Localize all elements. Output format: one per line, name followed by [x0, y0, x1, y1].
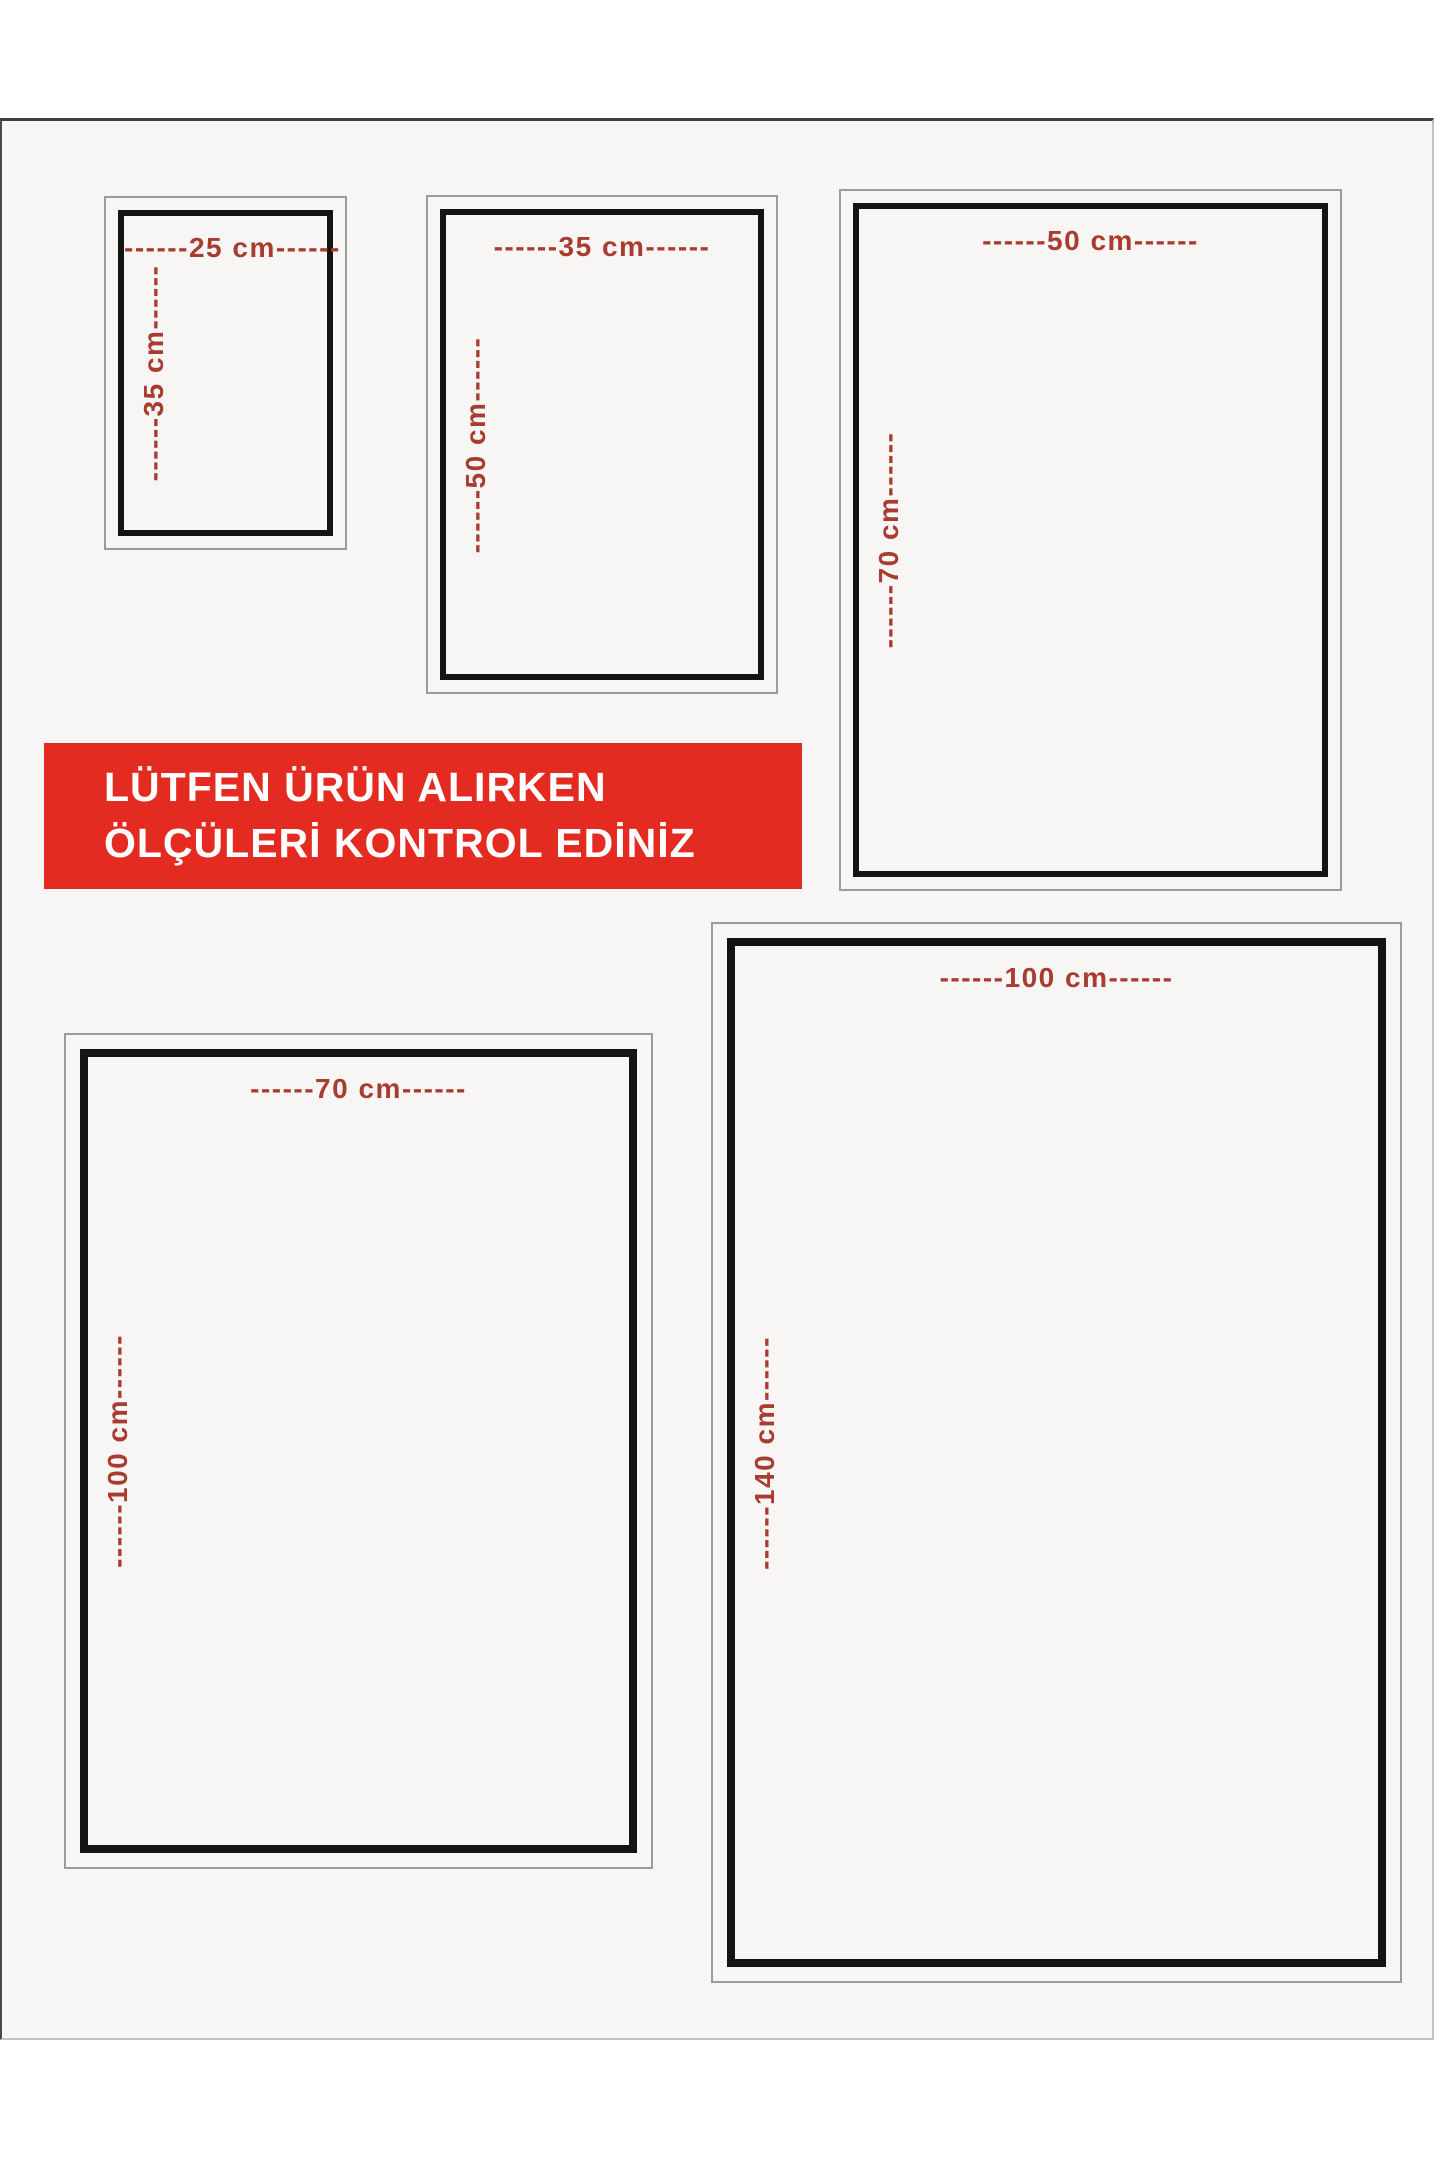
size-box-35x50 [426, 195, 778, 694]
size-frame-70x100 [80, 1049, 637, 1853]
size-box-25x35 [104, 196, 347, 550]
size-box-100x140 [711, 922, 1402, 1983]
width-dimension-label: ------70 cm------ [250, 1073, 467, 1104]
warning-banner-line1: LÜTFEN ÜRÜN ALIRKEN [104, 764, 607, 810]
size-box-50x70 [839, 189, 1342, 891]
size-frame-100x140 [727, 938, 1386, 1967]
width-dimension-label: ------35 cm------ [493, 231, 711, 262]
width-dimension-label: ------50 cm------ [982, 225, 1199, 256]
width-dimension-label: ------25 cm------ [124, 232, 341, 263]
chart-panel [0, 118, 1434, 2040]
height-dimension-label: ------70 cm------ [873, 431, 904, 649]
height-dimension-label: ------100 cm------ [102, 1334, 133, 1568]
height-dimension-label: ------50 cm------ [460, 336, 491, 553]
size-frame-25x35 [118, 210, 341, 536]
size-box-70x100 [64, 1033, 653, 1869]
size-frame-35x50 [440, 209, 764, 680]
height-dimension-label: ------35 cm------ [138, 264, 169, 482]
warning-banner [44, 743, 802, 889]
height-dimension-label: ------140 cm------ [749, 1335, 780, 1570]
size-frame-50x70 [853, 203, 1328, 877]
width-dimension-label: ------100 cm------ [939, 962, 1174, 993]
warning-banner-line2: ÖLÇÜLERİ KONTROL EDİNİZ [104, 820, 696, 866]
